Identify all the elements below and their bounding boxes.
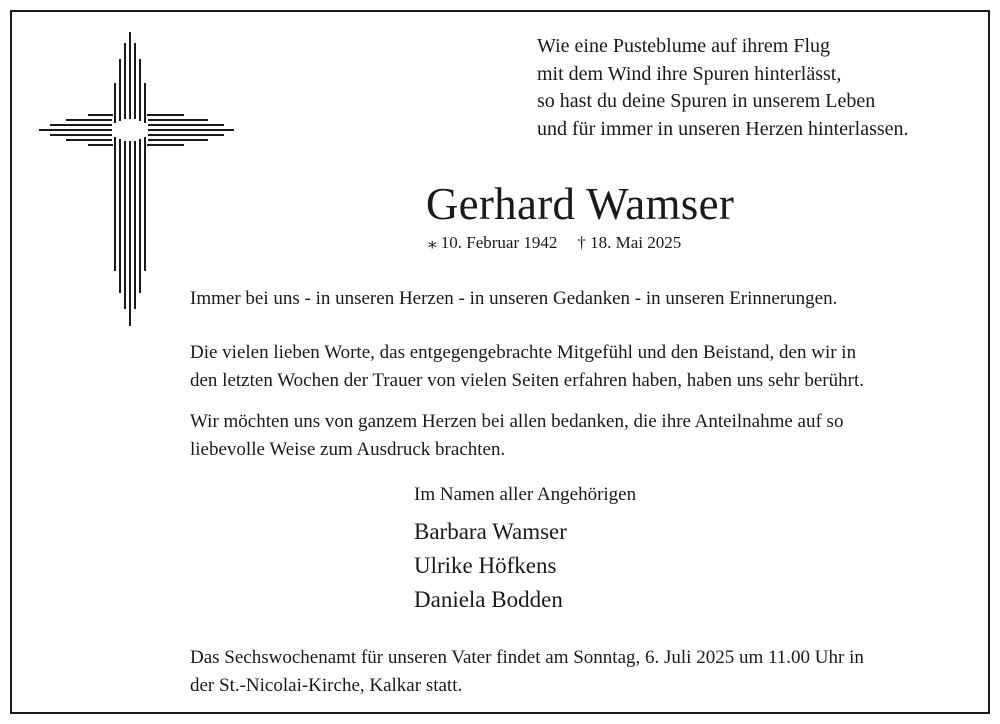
thanks-paragraph xyxy=(190,408,980,463)
signer-name: Barbara Wamser xyxy=(414,519,567,544)
cross-icon xyxy=(38,31,236,327)
text-line: der St.-Nicolai-Kirche, Kalkar statt. xyxy=(190,674,463,696)
signer-name: Ulrike Höfkens xyxy=(414,553,557,578)
service-announcement xyxy=(190,644,980,699)
signer-name: Daniela Bodden xyxy=(414,587,563,612)
life-dates xyxy=(428,232,681,254)
text-line: Wir möchten uns von ganzem Herzen bei allen bedanken, die ihre Anteilnahme auf so xyxy=(190,411,844,432)
text-line: den letzten Wochen der Trauer von vielen Seiten erfahren haben, haben uns sehr berührt. xyxy=(190,369,864,391)
text-line: Die vielen lieben Worte, das entgegengebrachte Mitgefühl und den Beistand, den wir in xyxy=(190,342,857,363)
death-date: † 18. Mai 2025 xyxy=(577,233,682,252)
deceased-name: Gerhard Wamser xyxy=(425,179,735,229)
poem-line: und für immer in unseren Herzen hinterlassen. xyxy=(537,117,909,140)
poem-line: Wie eine Pusteblume auf ihrem Flug xyxy=(537,35,831,57)
signers-list xyxy=(414,515,567,617)
poem-line: so hast du deine Spuren in unserem Leben xyxy=(537,90,876,112)
poem xyxy=(537,33,977,143)
text-line: Immer bei uns - in unseren Herzen - in unseren Gedanken - in unseren Erinnerungen. xyxy=(190,288,838,309)
text-line: liebevolle Weise zum Ausdruck brachten. xyxy=(190,438,506,460)
gratitude-paragraph xyxy=(190,339,980,394)
closing-phrase: Im Namen aller Angehörigen xyxy=(414,484,637,505)
text-line: Das Sechswochenamt für unseren Vater findet am Sonntag, 6. Juli 2025 um 11.00 Uhr in xyxy=(190,647,864,668)
poem-line: mit dem Wind ihre Spuren hinterlässt, xyxy=(537,62,842,85)
birth-date: ⁎ 10. Februar 1942 xyxy=(428,233,558,252)
remembrance-line xyxy=(190,285,980,313)
